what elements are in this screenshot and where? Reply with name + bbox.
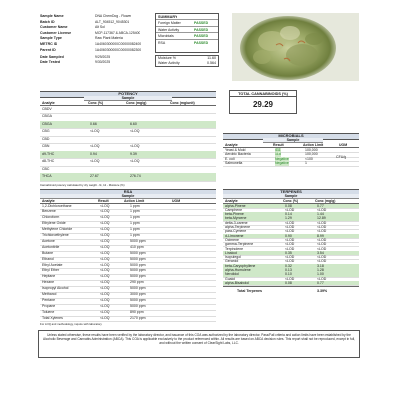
terpenes-cell: Camphene — [225, 207, 243, 212]
terpenes-cell: 0.32 — [285, 263, 292, 268]
summary-row-status: PASSED — [194, 21, 209, 25]
moisture-box — [155, 55, 219, 67]
microbials-cell: 411 — [275, 147, 281, 152]
terpenes-cell: 3.54 — [317, 250, 324, 255]
info-value: Raw Plant Material — [95, 36, 124, 41]
rsa-cell: Ethanol — [42, 256, 54, 261]
info-label: Sample Name — [40, 14, 64, 18]
rsa-cell: Benzene — [42, 209, 56, 214]
rsa-header-analyte: Analyte — [42, 198, 55, 203]
rsa-cell: <LOQ — [100, 209, 110, 214]
terpenes-cell: gamma-Terpinene — [225, 242, 254, 247]
rsa-cell: Methanol — [42, 292, 57, 296]
terpenes-cell: 0.90 — [285, 233, 292, 238]
terpenes-cell: <LOD — [285, 237, 295, 242]
summary-row-label: Microbials — [158, 34, 174, 38]
rsa-cell: <LOQ — [100, 292, 110, 296]
potency-cell: <LOQ — [90, 144, 100, 148]
rsa-cell: 5000 ppm — [130, 268, 146, 273]
rsa-cell: <LOQ — [100, 256, 110, 261]
total-cannabinoids-value: 29.29 — [252, 100, 274, 109]
terpenes-cell: <LOD — [285, 255, 295, 260]
terpenes-cell: Guaiol — [225, 276, 236, 281]
potency-cell: 0.66 — [90, 121, 97, 126]
potency-cell: CBD — [42, 136, 50, 141]
terpenes-cell: beta-Pinene — [225, 212, 244, 217]
terpenes-cell: Ocimene — [225, 237, 240, 242]
terpenes-cell: <LOD — [317, 229, 327, 234]
rsa-cell: 5000 ppm — [130, 238, 146, 243]
rsa-cell: 2170 ppm — [130, 315, 146, 320]
info-label: Customer Name — [40, 25, 68, 30]
water-activity-value: 0.564 — [207, 60, 216, 65]
potency-section — [40, 91, 216, 187]
summary-box — [155, 13, 219, 53]
potency-cell: d9-THC — [42, 151, 55, 156]
info-value: MCP-117367 & ABCA-125400 — [95, 30, 141, 35]
terpenes-cell: beta-Caryophyllene — [225, 263, 256, 268]
terpenes-cell: <LOD — [285, 246, 295, 251]
info-value: 9/30/2025 — [95, 60, 111, 65]
rsa-cell: 5000 ppm — [130, 303, 146, 308]
terpenes-title: TERPENES — [223, 189, 359, 196]
terpenes-cell: <LOD — [317, 207, 327, 212]
rsa-title: RSA — [40, 189, 216, 196]
terpenes-header-pct: Conc (%) — [283, 198, 299, 203]
summary-row-label: Water Activity — [158, 27, 180, 32]
terpenes-cell: <LOD — [317, 246, 327, 251]
rsa-cell: <LOQ — [100, 274, 110, 279]
rsa-cell: 5000 ppm — [130, 286, 146, 291]
terpenes-cell: d-Limonene — [225, 233, 244, 238]
potency-cell: CBGA — [42, 121, 52, 126]
potency-header-pct: Conc (%) — [88, 100, 104, 105]
terpenes-cell: 0.35 — [285, 250, 292, 255]
rsa-cell: <LOQ — [100, 309, 110, 314]
rsa-cell: <LOQ — [100, 268, 110, 273]
terpenes-total-label: Total Terpenes — [237, 288, 263, 293]
terpenes-cell: alpha-Terpinene — [225, 225, 251, 229]
terpenes-cell: <LOD — [285, 220, 295, 225]
rsa-cell: <LOQ — [100, 244, 110, 249]
terpenes-cell: <LOD — [285, 225, 295, 229]
potency-cell: THCA — [42, 174, 52, 178]
terpenes-cell: <LOD — [317, 255, 327, 260]
potency-note: Cannabinoid potency calculated by dry weight - fk, 12 - Moisture (%) — [40, 183, 125, 187]
terpenes-cell: 1.28 — [317, 268, 324, 272]
rsa-header-uom: UOM — [172, 198, 181, 203]
summary-row-status: PASSED — [194, 40, 209, 45]
rsa-cell: 5000 ppm — [130, 250, 146, 255]
rsa-cell: <LOQ — [100, 227, 110, 232]
potency-cell: <LOQ — [90, 159, 100, 163]
info-value: ALT_904512_9045301 — [95, 19, 130, 24]
rsa-cell: Toluene — [42, 309, 55, 314]
info-value: 1A4060300000C00000082400 — [95, 42, 142, 46]
terpenes-cell: <LOD — [317, 220, 327, 225]
rsa-cell: 1 ppm — [130, 209, 140, 214]
rsa-cell: Methylene Chloride — [42, 227, 73, 232]
terpenes-total-value: 3.39% — [317, 288, 328, 293]
rsa-cell: 1 ppm — [130, 233, 140, 237]
terpenes-cell: Geraniol — [225, 259, 239, 264]
rsa-cell: <LOQ — [100, 303, 110, 308]
potency-cell: 0.94 — [90, 151, 97, 156]
rsa-cell: Ethyl Acetate — [42, 262, 63, 267]
terpenes-cell: <LOD — [317, 259, 327, 264]
microbials-cell: 100,000 — [305, 147, 318, 152]
rsa-cell: Propane — [42, 303, 56, 308]
water-activity-label: Water Activity — [158, 60, 180, 65]
potency-cell: CBDV — [42, 106, 52, 111]
rsa-cell: 1 ppm — [130, 203, 140, 208]
terpenes-cell: 1.00 — [317, 272, 324, 277]
terpenes-cell: 1.29 — [285, 216, 292, 221]
terpenes-cell: 12.89 — [317, 216, 326, 221]
rsa-cell: <LOQ — [100, 238, 110, 243]
summary-title: SUMMARY — [158, 14, 178, 19]
rsa-cell: Isopropyl Alcohol — [42, 286, 69, 291]
sample-photo — [232, 13, 359, 81]
rsa-cell: Pentane — [42, 297, 56, 302]
potency-cell: d8-THC — [42, 159, 55, 163]
disclaimer-text: Unless stated otherwise, these results have been verified by the laboratory director, and issuance of this COA was authorized by the laboratory director. Pass/Fail criteria and action limits have been established by the Alcoholic Beverage and Cannabis Administration (ABCA). This COA is applicable exclusively to the product referenced within. All results are based on ABCA decision rules. This report shall not be reproduced, except in full, and without the written consent of ClearSight Labs, LLC. — [42, 333, 356, 346]
rsa-cell: 1,2-Dichloroethane — [42, 203, 72, 208]
rsa-cell: Acetone — [42, 238, 55, 243]
potency-cell: <LOQ — [130, 129, 140, 133]
terpenes-cell: Nerolidol — [225, 272, 239, 277]
rsa-cell: 5000 ppm — [130, 256, 146, 261]
microbials-cell: Salmonella — [225, 161, 243, 166]
terpenes-header-mgg: Conc (mg/g) — [315, 198, 336, 203]
rsa-cell: <LOQ — [100, 315, 110, 320]
terpenes-cell: beta-Myrcene — [225, 216, 247, 221]
terpenes-cell: <LOD — [285, 259, 295, 264]
terpenes-cell: Linalool — [225, 250, 238, 255]
microbials-cell: Aerobic Bacteria — [225, 152, 251, 157]
disclaimer-box — [38, 330, 360, 358]
info-label: Batch ID — [40, 19, 55, 24]
info-label: Date Tested — [40, 60, 61, 65]
rsa-cell: Hexane — [42, 280, 55, 285]
rsa-cell: <LOQ — [100, 203, 110, 208]
rsa-cell: 410 ppm — [130, 244, 144, 249]
terpenes-cell: 3.18 — [317, 263, 324, 268]
rsa-cell: 5000 ppm — [130, 262, 146, 267]
terpenes-cell: <LOD — [285, 229, 295, 234]
terpenes-cell: alpha-Bisabolol — [225, 280, 249, 285]
potency-title: POTENCY — [40, 91, 216, 98]
info-label: Parent ID — [40, 47, 56, 52]
potency-cell: 9.39 — [130, 151, 137, 156]
terpenes-cell: <LOD — [317, 242, 327, 247]
rsa-cell: 290 ppm — [130, 280, 144, 285]
info-label: Sample Type — [40, 36, 62, 41]
terpenes-cell: 8.99 — [317, 233, 324, 238]
potency-cell: CBN — [42, 144, 50, 148]
potency-cell: <LOQ — [130, 144, 140, 148]
terpenes-cell: 0.13 — [285, 268, 292, 272]
rsa-cell: 1 ppm — [130, 227, 140, 232]
potency-cell: CBG — [42, 129, 50, 133]
sample-info — [40, 14, 155, 78]
terpenes-header-analyte: Analyte — [225, 198, 238, 203]
microbials-cell: 1 — [305, 161, 307, 166]
rsa-cell: 5000 ppm — [130, 297, 146, 302]
rsa-cell: Chloroform — [42, 215, 60, 220]
potency-cell: CBGA — [42, 114, 52, 118]
rsa-cell: 5000 ppm — [130, 274, 146, 279]
microbials-cell: E. coli — [225, 156, 235, 161]
info-label: Date Sampled — [40, 54, 64, 59]
potency-row — [40, 173, 216, 182]
microbials-cell: 100,000 — [305, 152, 318, 157]
rsa-header-result: Result — [98, 198, 109, 203]
terpenes-cell: <LOD — [285, 242, 295, 247]
rsa-cell: <LOQ — [100, 233, 110, 237]
microbials-row — [223, 161, 359, 167]
rsa-note: For LOQ and methodology, inquire with laboratory. — [40, 322, 103, 326]
rsa-cell: Butane — [42, 250, 54, 255]
terpenes-group: Sample — [223, 194, 359, 199]
rsa-header-limit: Action Limit — [124, 198, 145, 203]
rsa-cell: <LOQ — [100, 286, 110, 291]
potency-group: Sample — [84, 96, 172, 101]
summary-row-label: Foreign Matter — [158, 21, 181, 25]
rsa-section — [40, 189, 216, 329]
rsa-cell: Trichloroethylene — [42, 233, 69, 237]
total-cannabinoids-box — [229, 90, 297, 114]
terpenes-cell: <LOD — [285, 207, 295, 212]
terpenes-cell: <LOD — [285, 276, 295, 281]
microbials-section — [223, 133, 359, 183]
moisture-label: Moisture % — [158, 56, 176, 60]
rsa-cell: Heptane — [42, 274, 56, 279]
terpenes-cell: <LOD — [317, 225, 327, 229]
terpenes-cell: 1.44 — [317, 212, 324, 217]
rsa-group: Sample — [40, 194, 216, 199]
terpenes-cell: 0.77 — [317, 280, 324, 285]
terpenes-cell: 0.14 — [285, 212, 292, 217]
summary-row-status: PASSED — [194, 34, 209, 38]
potency-cell: CBC — [42, 166, 50, 171]
rsa-cell: <LOQ — [100, 250, 110, 255]
terpenes-cell: <LOD — [317, 237, 327, 242]
rsa-cell: <LOQ — [100, 297, 110, 302]
info-value: DNA ChemDog - Flower — [95, 14, 132, 18]
terpenes-cell: alpha-Pinene — [225, 203, 246, 208]
microbials-title: MICROBIALS — [223, 133, 359, 140]
terpenes-cell: 0.77 — [317, 203, 324, 208]
microbials-header-result: Result — [273, 142, 284, 147]
terpenes-cell: alpha-Humulene — [225, 268, 251, 272]
microbials-cell: <100 — [305, 156, 313, 161]
terpenes-section — [223, 189, 359, 329]
microbials-header-limit: Action Limit — [303, 142, 324, 147]
terpenes-cell: Terpinolene — [225, 246, 244, 251]
rsa-cell: 1 ppm — [130, 215, 140, 220]
rsa-cell: <LOQ — [100, 280, 110, 285]
info-label: Customer License — [40, 30, 72, 35]
terpenes-cell: 0.08 — [285, 280, 292, 285]
potency-header-analyte: Analyte — [42, 100, 55, 105]
rsa-cell: <LOQ — [100, 215, 110, 220]
potency-header-mgg: Conc (mg/g) — [126, 100, 147, 105]
moisture-value: 11.60 — [207, 56, 216, 60]
rsa-cell: <LOQ — [100, 262, 110, 267]
rsa-cell: 1 ppm — [130, 221, 140, 226]
terpenes-cell: delta-3-carene — [225, 220, 248, 225]
rsa-cell: Total Xylenes — [42, 315, 63, 320]
total-cannabinoids-title: TOTAL CANNABINOIDS (%) — [230, 92, 296, 97]
terpenes-cell: Isopulegol — [225, 255, 241, 260]
rsa-cell: Ethylene Oxide — [42, 221, 66, 226]
potency-header-mgunit: Conc (mg/unit) — [170, 100, 195, 105]
info-label: METRC ID — [40, 42, 58, 46]
microbials-uom: CFU/g — [336, 154, 347, 159]
summary-row-label: RSA — [158, 40, 166, 45]
rsa-cell: <LOQ — [100, 221, 110, 226]
summary-row-status: PASSED — [194, 27, 209, 32]
microbials-group: Sample — [263, 138, 323, 143]
terpenes-cell: para-Cymene — [225, 229, 247, 234]
summary-row — [156, 39, 218, 46]
potency-cell: 27.67 — [90, 174, 99, 178]
terpenes-cell: 0.08 — [285, 203, 292, 208]
info-value: 9/29/2025 — [95, 54, 111, 59]
microbials-cell: Yeast & Mold — [225, 147, 246, 152]
microbials-header-analyte: Analyte — [225, 142, 238, 147]
terpenes-cell: <LOD — [317, 276, 327, 281]
info-value: Alt Sol — [95, 25, 105, 30]
potency-cell: <LOQ — [130, 159, 140, 163]
rsa-cell: 890 ppm — [130, 309, 144, 314]
potency-cell: 276.74 — [130, 174, 141, 178]
terpenes-cell: 0.10 — [285, 272, 292, 277]
rsa-cell: 3000 ppm — [130, 292, 146, 296]
rsa-cell: Ethyl Ether — [42, 268, 60, 273]
potency-cell: <LOQ — [90, 129, 100, 133]
microbials-cell: 1Ld — [275, 152, 281, 157]
info-value: 1A4060300000C00000082300 — [95, 47, 142, 52]
microbials-header-uom: UOM — [339, 142, 348, 147]
microbials-cell: Negative — [275, 156, 289, 161]
microbials-cell: Negative — [275, 161, 289, 166]
potency-cell: 6.60 — [130, 121, 137, 126]
rsa-cell: Acetonitrile — [42, 244, 60, 249]
